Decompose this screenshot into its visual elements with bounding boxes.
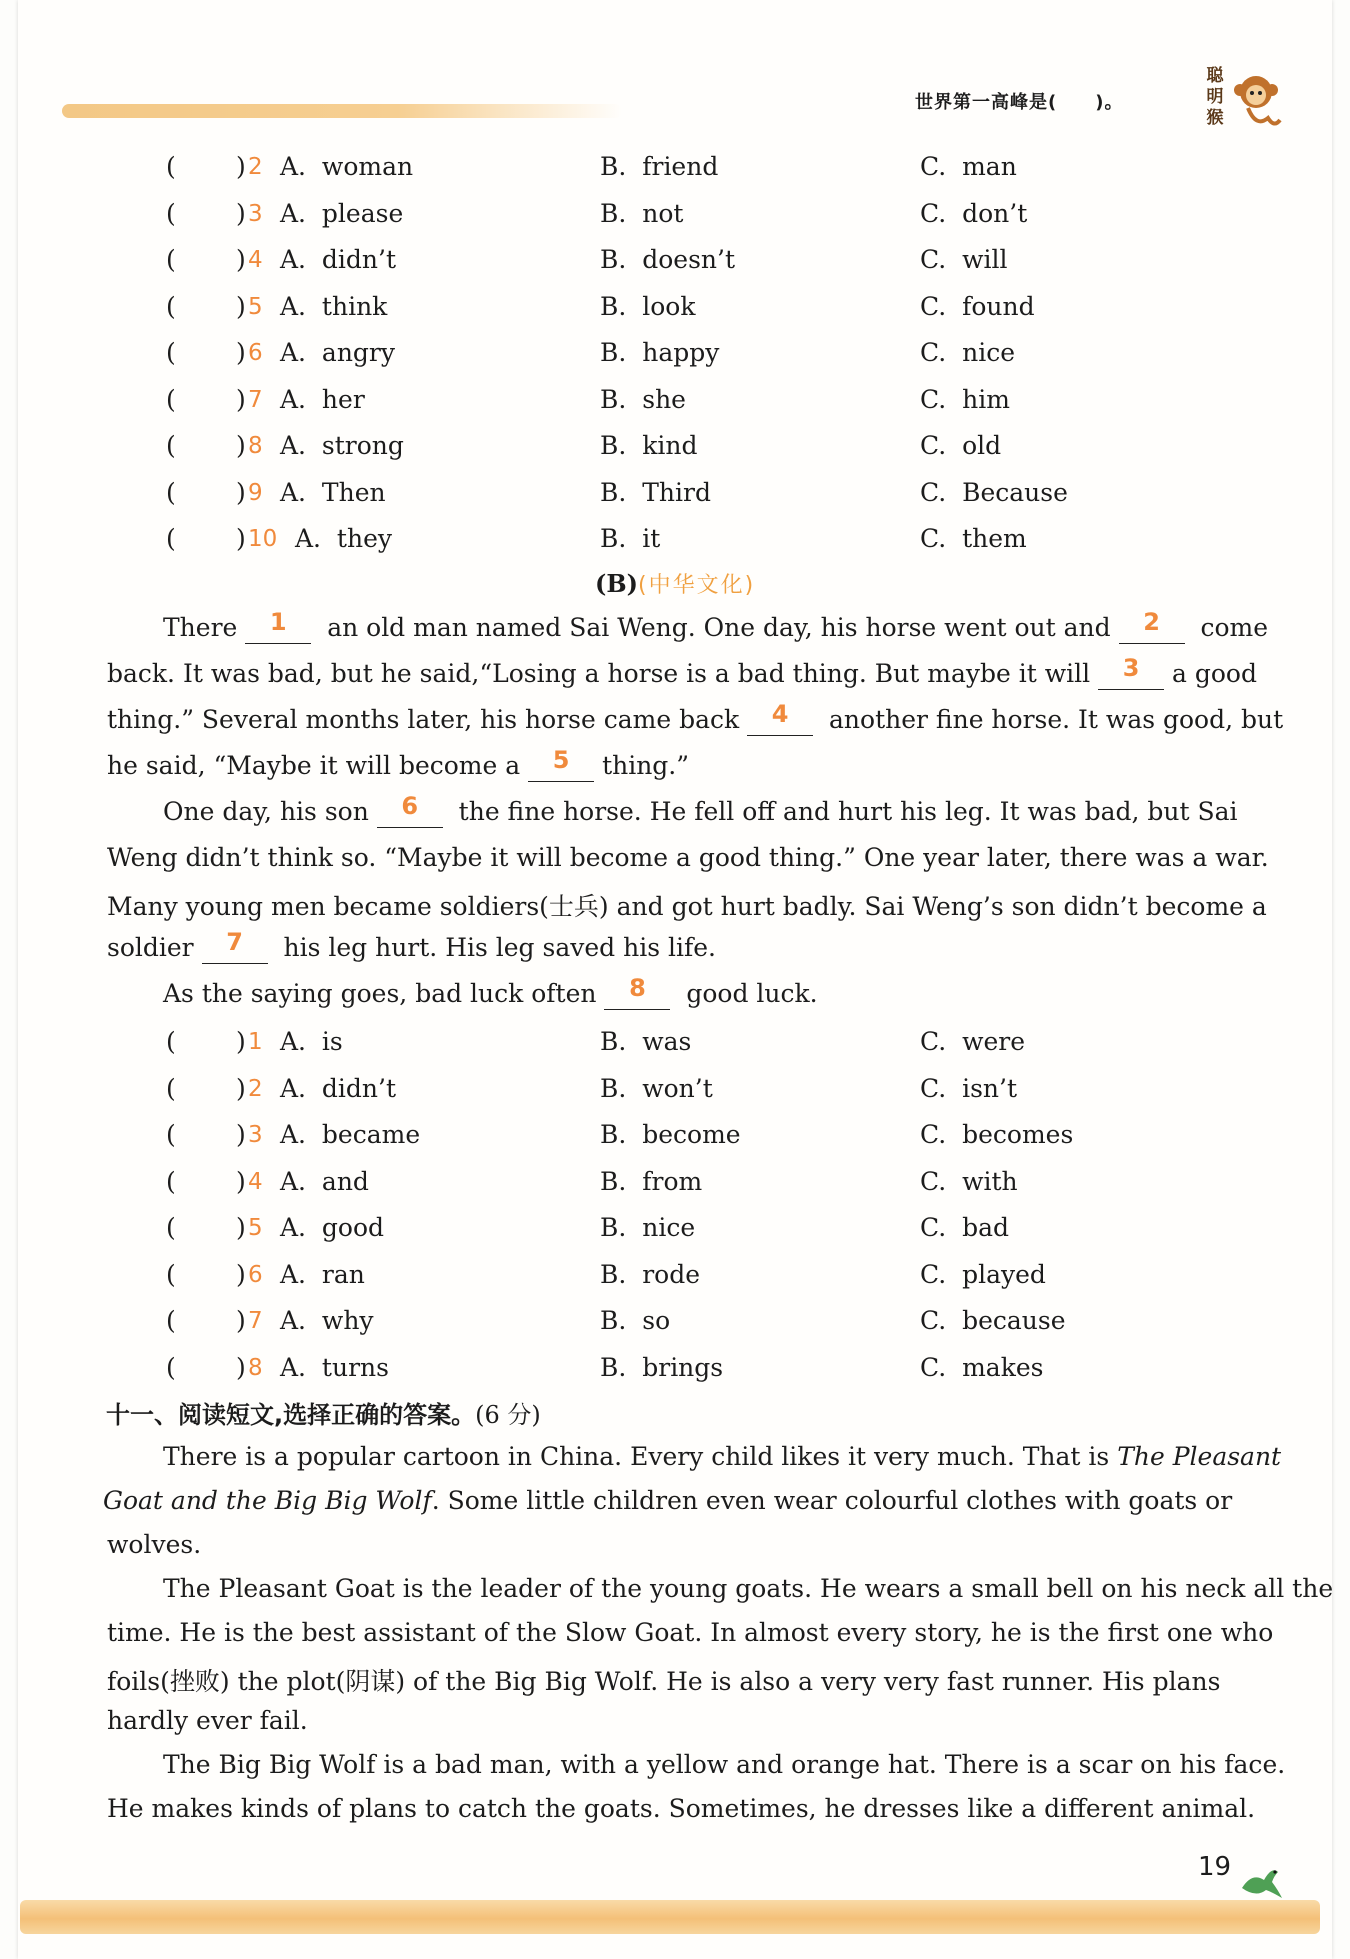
answer-paren-open: ( [166,1027,176,1056]
passage-11-p2-line-3: foils(挫败) the plot(阴谋) of the Big Big Wolf. He is also a very very fast runner. His plans [107,1667,1221,1696]
option-c[interactable]: C. with [920,1166,1018,1196]
answer-paren-open: ( [166,338,176,367]
question-11-heading: 十一、阅读短文,选择正确的答案。(6 分) [106,1401,541,1429]
option-a[interactable]: A. became [280,1120,421,1149]
option-a[interactable]: A. why [280,1306,374,1335]
blank-1[interactable]: 1 [245,613,311,644]
footer-band [20,1900,1320,1934]
option-c[interactable]: C. becomes [920,1120,1074,1149]
answer-paren-close: ) [236,1120,246,1149]
answer-paren-close: ) [236,477,246,507]
option-c[interactable]: C. bad [920,1213,1010,1242]
passage-11-p3-line-1: The Big Big Wolf is a bad man, with a yellow and orange hat. There is a scar on his face. [163,1750,1286,1779]
option-b[interactable]: B. rode [600,1259,701,1289]
question-number: 3 [248,200,263,227]
option-b[interactable]: B. so [600,1306,671,1335]
part-b-question-row [0,1027,1350,1067]
part-a-question-row [0,152,1350,192]
part-b-question-row [0,1120,1350,1160]
option-b[interactable]: B. was [600,1027,692,1056]
option-a[interactable]: A. turns [280,1352,389,1382]
passage-b-line-7: Many young men became soldiers(士兵) and got hurt badly. Sai Weng’s son didn’t become a [107,892,1267,921]
answer-paren-open: ( [166,1120,176,1149]
question-number: 2 [248,1075,263,1102]
option-a[interactable]: A. didn’t [280,1073,397,1103]
option-c[interactable]: C. don’t [920,198,1028,228]
option-c[interactable]: C. nice [920,338,1015,367]
option-c[interactable]: C. were [920,1027,1026,1056]
logo-text: 聪明猴 [1206,66,1224,128]
passage-11-p1-line-2: Goat and the Big Big Wolf. Some little children even wear colourful clothes with goats or [103,1486,1233,1515]
option-c[interactable]: C. man [920,152,1017,181]
part-b-question-row [0,1074,1350,1114]
question-number: 5 [248,1215,263,1241]
option-a[interactable]: A. ran [280,1259,365,1289]
blank-8[interactable]: 8 [604,979,670,1010]
answer-paren-close: ) [236,291,246,321]
option-b[interactable]: B. it [600,524,661,553]
answer-paren-close: ) [236,1259,246,1289]
part-a-question-row [0,478,1350,518]
question-number: 9 [248,479,263,506]
answer-paren-close: ) [236,384,246,414]
passage-11-p2-line-1: The Pleasant Goat is the leader of the young goats. He wears a small bell on his neck all the [163,1574,1334,1603]
option-a[interactable]: A. woman [280,152,414,181]
question-number: 2 [248,154,263,180]
question-number: 4 [248,1168,263,1195]
answer-paren-open: ( [166,1166,176,1196]
passage-11-p1-line-1: There is a popular cartoon in China. Every child likes it very much. That is The Pleasant [163,1442,1282,1471]
answer-paren-open: ( [166,1352,176,1382]
blank-3[interactable]: 3 [1098,659,1164,690]
answer-paren-close: ) [236,1213,246,1242]
answer-paren-close: ) [236,1352,246,1382]
answer-paren-open: ( [166,198,176,228]
blank-2[interactable]: 2 [1119,613,1185,644]
answer-paren-close: ) [236,524,246,553]
answer-paren-close: ) [236,1027,246,1056]
option-b[interactable]: B. doesn’t [600,245,736,274]
option-a[interactable]: A. good [280,1213,385,1242]
part-a-question-row [0,431,1350,471]
option-b[interactable]: B. from [600,1166,703,1196]
answer-paren-close: ) [236,338,246,367]
option-b[interactable]: B. brings [600,1352,724,1382]
passage-b-line-6: Weng didn’t think so. “Maybe it will become a good thing.” One year later, there was a war. [107,843,1269,872]
answer-paren-close: ) [236,245,246,274]
option-c[interactable]: C. because [920,1306,1066,1335]
passage-11-p2-line-2: time. He is the best assistant of the Slow Goat. In almost every story, he is the first one who [107,1618,1274,1647]
answer-paren-close: ) [236,1166,246,1196]
answer-paren-open: ( [166,431,176,460]
answer-paren-close: ) [236,431,246,460]
part-a-question-row [0,292,1350,332]
blank-6[interactable]: 6 [377,797,443,828]
option-a[interactable]: A. angry [280,338,396,367]
part-b-question-row [0,1353,1350,1393]
passage-11-p3-line-2: He makes kinds of plans to catch the goats. Sometimes, he dresses like a different animal. [107,1794,1256,1823]
question-number: 10 [248,526,278,552]
answer-paren-open: ( [166,1073,176,1103]
part-b-question-row [0,1213,1350,1253]
page-number: 19 [1198,1852,1232,1882]
question-number: 3 [248,1122,263,1148]
option-b[interactable]: B. won’t [600,1073,713,1103]
option-a[interactable]: A. Then [280,477,386,507]
option-b[interactable]: B. not [600,198,684,228]
answer-paren-close: ) [236,198,246,228]
passage-b-line-5: One day, his son 6 the fine horse. He fell off and hurt his leg. It was bad, but Sai [163,792,1238,826]
question-number: 8 [248,433,263,459]
question-number: 1 [248,1029,263,1055]
option-a[interactable]: A. is [280,1027,343,1056]
question-number: 5 [248,293,263,320]
question-number: 6 [248,1261,263,1288]
option-c[interactable]: C. them [920,524,1027,553]
passage-b-line-3: thing.” Several months later, his horse came back 4 another fine horse. It was good, but [107,700,1284,734]
section-b-heading: (B)(中华文化) [595,569,756,598]
answer-paren-open: ( [166,1306,176,1335]
blank-4[interactable]: 4 [747,705,813,736]
passage-b-line-2: back. It was bad, but he said,“Losing a horse is a bad thing. But maybe it will 3 a good [107,654,1257,688]
passage-b-line-1: There 1 an old man named Sai Weng. One day, his horse went out and 2 come [163,608,1269,642]
answer-paren-close: ) [236,152,246,181]
header-question: 世界第一高峰是( )。 [915,92,1124,113]
option-c[interactable]: C. isn’t [920,1073,1018,1103]
option-b[interactable]: B. kind [600,431,698,460]
passage-11-p2-line-4: hardly ever fail. [107,1706,308,1735]
option-b[interactable]: B. happy [600,338,720,367]
part-a-question-row [0,524,1350,564]
option-c[interactable]: C. found [920,291,1035,321]
option-b[interactable]: B. friend [600,152,719,181]
passage-b-line-8: soldier 7 his leg hurt. His leg saved his life. [107,928,716,962]
option-a[interactable]: A. her [280,384,365,414]
option-a[interactable]: A. and [280,1166,369,1196]
answer-paren-close: ) [236,1306,246,1335]
option-c[interactable]: C. old [920,431,1002,460]
question-number: 6 [248,340,263,366]
option-b[interactable]: B. Third [600,477,711,507]
part-a-question-row [0,385,1350,425]
answer-paren-open: ( [166,291,176,321]
part-a-question-row [0,245,1350,285]
question-number: 4 [248,247,263,273]
answer-paren-open: ( [166,384,176,414]
option-c[interactable]: C. Because [920,477,1068,507]
part-b-question-row [0,1306,1350,1346]
question-number: 7 [248,1308,263,1334]
answer-paren-open: ( [166,152,176,181]
header-band [62,104,622,118]
option-a[interactable]: A. they [295,524,392,553]
passage-b-line-4: he said, “Maybe it will become a 5 thing.” [107,746,690,780]
option-a[interactable]: A. strong [280,431,404,460]
option-b[interactable]: B. look [600,291,696,321]
part-a-question-row [0,338,1350,378]
option-a[interactable]: A. didn’t [280,245,397,274]
answer-paren-open: ( [166,524,176,553]
option-a[interactable]: A. think [280,291,388,321]
answer-paren-open: ( [166,1259,176,1289]
option-b[interactable]: B. become [600,1120,741,1149]
part-a-question-row [0,199,1350,239]
part-b-question-row [0,1260,1350,1300]
option-b[interactable]: B. she [600,384,686,414]
option-a[interactable]: A. please [280,198,404,228]
passage-b-line-9: As the saying goes, bad luck often 8 good luck. [163,974,818,1008]
option-c[interactable]: C. played [920,1259,1046,1289]
option-c[interactable]: C. him [920,384,1010,414]
option-c[interactable]: C. will [920,245,1008,274]
question-number: 7 [248,386,263,413]
answer-paren-close: ) [236,1073,246,1103]
blank-5[interactable]: 5 [528,751,594,782]
answer-paren-open: ( [166,245,176,274]
passage-11-p1-line-3: wolves. [107,1530,202,1559]
option-b[interactable]: B. nice [600,1213,696,1242]
answer-paren-open: ( [166,477,176,507]
answer-paren-open: ( [166,1213,176,1242]
option-c[interactable]: C. makes [920,1352,1044,1382]
blank-7[interactable]: 7 [202,933,268,964]
question-number: 8 [248,1354,263,1381]
part-b-question-row [0,1167,1350,1207]
